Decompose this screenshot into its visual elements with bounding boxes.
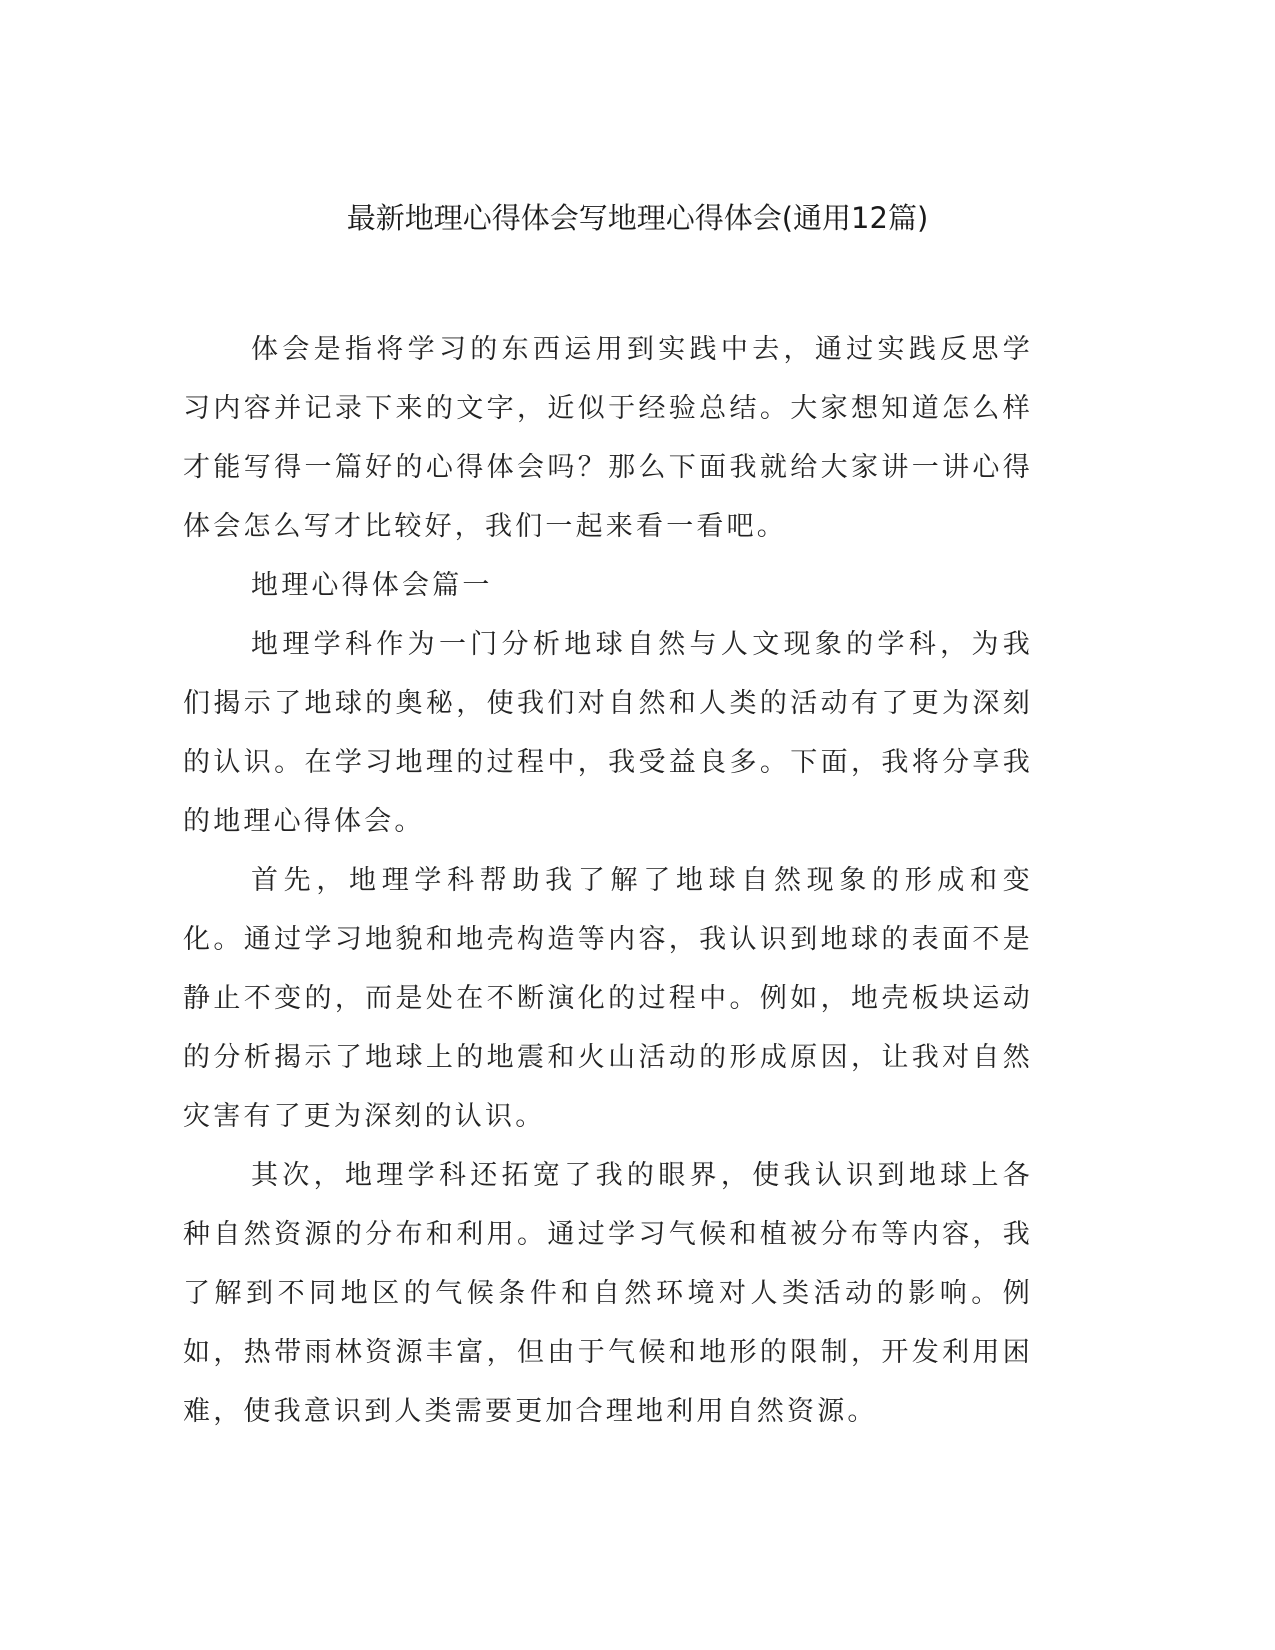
paragraph: 其次，地理学科还拓宽了我的眼界，使我认识到地球上各种自然资源的分布和利用。通过学习气候和植被分布等内容，我了解到不同地区的气候条件和自然环境对人类活动的影响。例如，热带雨林资源丰富，但由于气候和地形的限制，开发利用困难，使我意识到人类需要更加合理地利用自然资源。 [183, 1160, 1033, 1427]
paragraph-intro: 体会是指将学习的东西运用到实践中去，通过实践反思学习内容并记录下来的文字，近似于经验总结。大家想知道怎么样才能写得一篇好的心得体会吗？那么下面我就给大家讲一讲心得体会怎么写才比较好，我们一起来看一看吧。 [183, 334, 1033, 542]
section-heading: 地理心得体会篇一 [251, 570, 493, 601]
document-title: 最新地理心得体会写地理心得体会(通用12篇) [346, 201, 929, 235]
paragraph: 首先，地理学科帮助我了解了地球自然现象的形成和变化。通过学习地貌和地壳构造等内容，我认识到地球的表面不是静止不变的，而是处在不断演化的过程中。例如，地壳板块运动的分析揭示了地球上的地震和火山活动的形成原因，让我对自然灾害有了更为深刻的认识。 [183, 865, 1033, 1132]
paragraph: 地理学科作为一门分析地球自然与人文现象的学科，为我们揭示了地球的奥秘，使我们对自然和人类的活动有了更为深刻的认识。在学习地理的过程中，我受益良多。下面，我将分享我的地理心得体会。 [183, 629, 1033, 837]
document-body [183, 320, 1033, 1441]
